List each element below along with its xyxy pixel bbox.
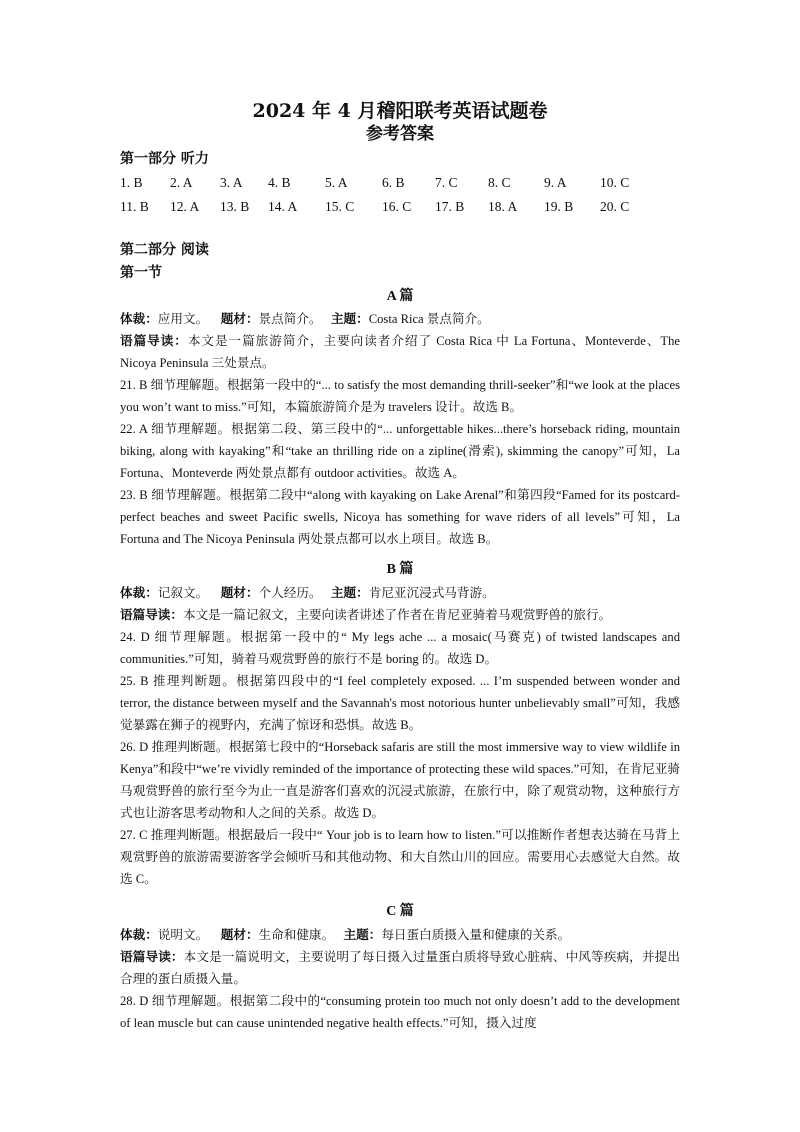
question-28: 28. D 细节理解题。根据第二段中的“consuming protein too much not only doesn’t add to the development of lean muscle but can cause unintended negative health effects.”可知，摄入过度 [120, 994, 680, 1030]
question-24: 24. D 细节理解题。根据第一段中的“ My legs ache ... a mosaic(马赛克) of twisted landscapes and communities.”可知，骑着马观赏野兽的旅行不是 boring 的。故选 D。 [120, 630, 680, 666]
question-26: 26. D 推理判断题。根据第七段中的“Horseback safaris are still the most immersive way to view wildlife in Kenya”和段中“we’re vividly reminded of the importance of protecting these wild spaces.”可知，在肯尼亚骑马观赏野兽的旅行至今为止一直是游客们喜欢的沉浸式旅游，在旅行中，除了观赏动物，这种旅行方式也让游客思考动物和人之间的关系。故选 D。 [120, 740, 680, 820]
answer-row [120, 196, 680, 220]
passage-b-meta: 体裁：记叙文。 题材：个人经历。 主题：肯尼亚沉浸式马背游。 [120, 586, 495, 600]
answer-item: 9. A [544, 175, 567, 190]
passage-b-heading: B 篇 [386, 562, 414, 577]
answer-item: 7. C [435, 175, 458, 190]
answer-item: 4. B [268, 175, 291, 190]
question-21: 21. B 细节理解题。根据第一段中的“... to satisfy the most demanding thrill-seeker”和“we look at the places you won’t want to miss.”可知，本篇旅游简介是为 travelers 设计。故选 B。 [120, 378, 680, 414]
answer-item: 20. C [600, 199, 630, 214]
answer-item: 1. B [120, 175, 143, 190]
answer-item: 6. B [382, 175, 405, 190]
passage-c-heading: C 篇 [386, 904, 414, 919]
part1-heading: 第一部分 听力 [120, 151, 209, 167]
answer-item: 5. A [325, 175, 348, 190]
passage-b-block [120, 582, 680, 890]
section-heading: 第一节 [120, 265, 162, 281]
answer-item: 11. B [120, 199, 149, 214]
question-27: 27. C 推理判断题。根据最后一段中“ Your job is to learn how to listen.”可以推断作者想表达骑在马背上观赏野兽的旅游需要游客学会倾听马和其他动物、和大自然山川的回应。需要用心去感觉大自然。故选 C。 [120, 828, 680, 886]
page-title: 2024 年 4 月稽阳联考英语试题卷 [252, 100, 548, 122]
answer-item: 12. A [170, 199, 200, 214]
answer-item: 19. B [544, 199, 574, 214]
answer-item: 15. C [325, 199, 355, 214]
question-22: 22. A 细节理解题。根据第二段、第三段中的“... unforgettable hikes...there’s horseback riding, mountain biking, along with kayaking”和“take an thrilling ride on a zipline(滑索), skimming the canopy”可知，La Fortuna、Monteverde 两处景点都有 outdoor activities。故选 A。 [120, 422, 680, 480]
answer-item: 13. B [220, 199, 250, 214]
passage-a-guide: 语篇导读：本文是一篇旅游简介，主要向读者介绍了 Costa Rica 中 La Fortuna、Monteverde、The Nicoya Peninsula 三处景点。 [120, 334, 680, 370]
passage-c-meta: 体裁：说明文。 题材：生命和健康。 主题：每日蛋白质摄入量和健康的关系。 [120, 928, 571, 942]
page-subtitle: 参考答案 [366, 124, 434, 144]
answer-item: 3. A [220, 175, 243, 190]
answer-item: 17. B [435, 199, 465, 214]
answer-item: 14. A [268, 199, 298, 214]
part2-heading: 第二部分 阅读 [120, 242, 209, 258]
passage-c-block [120, 924, 680, 1034]
answer-item: 10. C [600, 175, 630, 190]
passage-a-meta: 体裁：应用文。 题材：景点简介。 主题：Costa Rica 景点简介。 [120, 312, 490, 326]
passage-c-guide: 语篇导读：本文是一篇说明文，主要说明了每日摄入过量蛋白质将导致心脏病、中风等疾病，并提出合理的蛋白质摄入量。 [120, 950, 681, 986]
passage-a-heading: A 篇 [386, 289, 414, 304]
passage-b-guide: 语篇导读：本文是一篇记叙文，主要向读者讲述了作者在肯尼亚骑着马观赏野兽的旅行。 [120, 608, 612, 622]
question-25: 25. B 推理判断题。根据第四段中的“I feel completely exposed. ... I’m suspended between wonder and terror, the distance between myself and the Savannah's most notorious hunter unbelievably small”可知，我感觉暴露在狮子的视野内，充满了惊讶和恐惧。故选 B。 [120, 674, 680, 732]
listening-answers [120, 172, 680, 220]
question-23: 23. B 细节理解题。根据第二段中“along with kayaking on Lake Arenal”和第四段“Famed for its postcard-perfect beaches and sweet Pacific swells, Nicoya has something for wave riders of all levels”可知，La Fortuna and The Nicoya Peninsula 两处景点都可以水上项目。故选 B。 [120, 488, 680, 546]
answer-item: 16. C [382, 199, 412, 214]
passage-a-block [120, 308, 680, 550]
answer-item: 8. C [488, 175, 511, 190]
answer-item: 2. A [170, 175, 193, 190]
answer-item: 18. A [488, 199, 518, 214]
answer-row [120, 172, 680, 196]
